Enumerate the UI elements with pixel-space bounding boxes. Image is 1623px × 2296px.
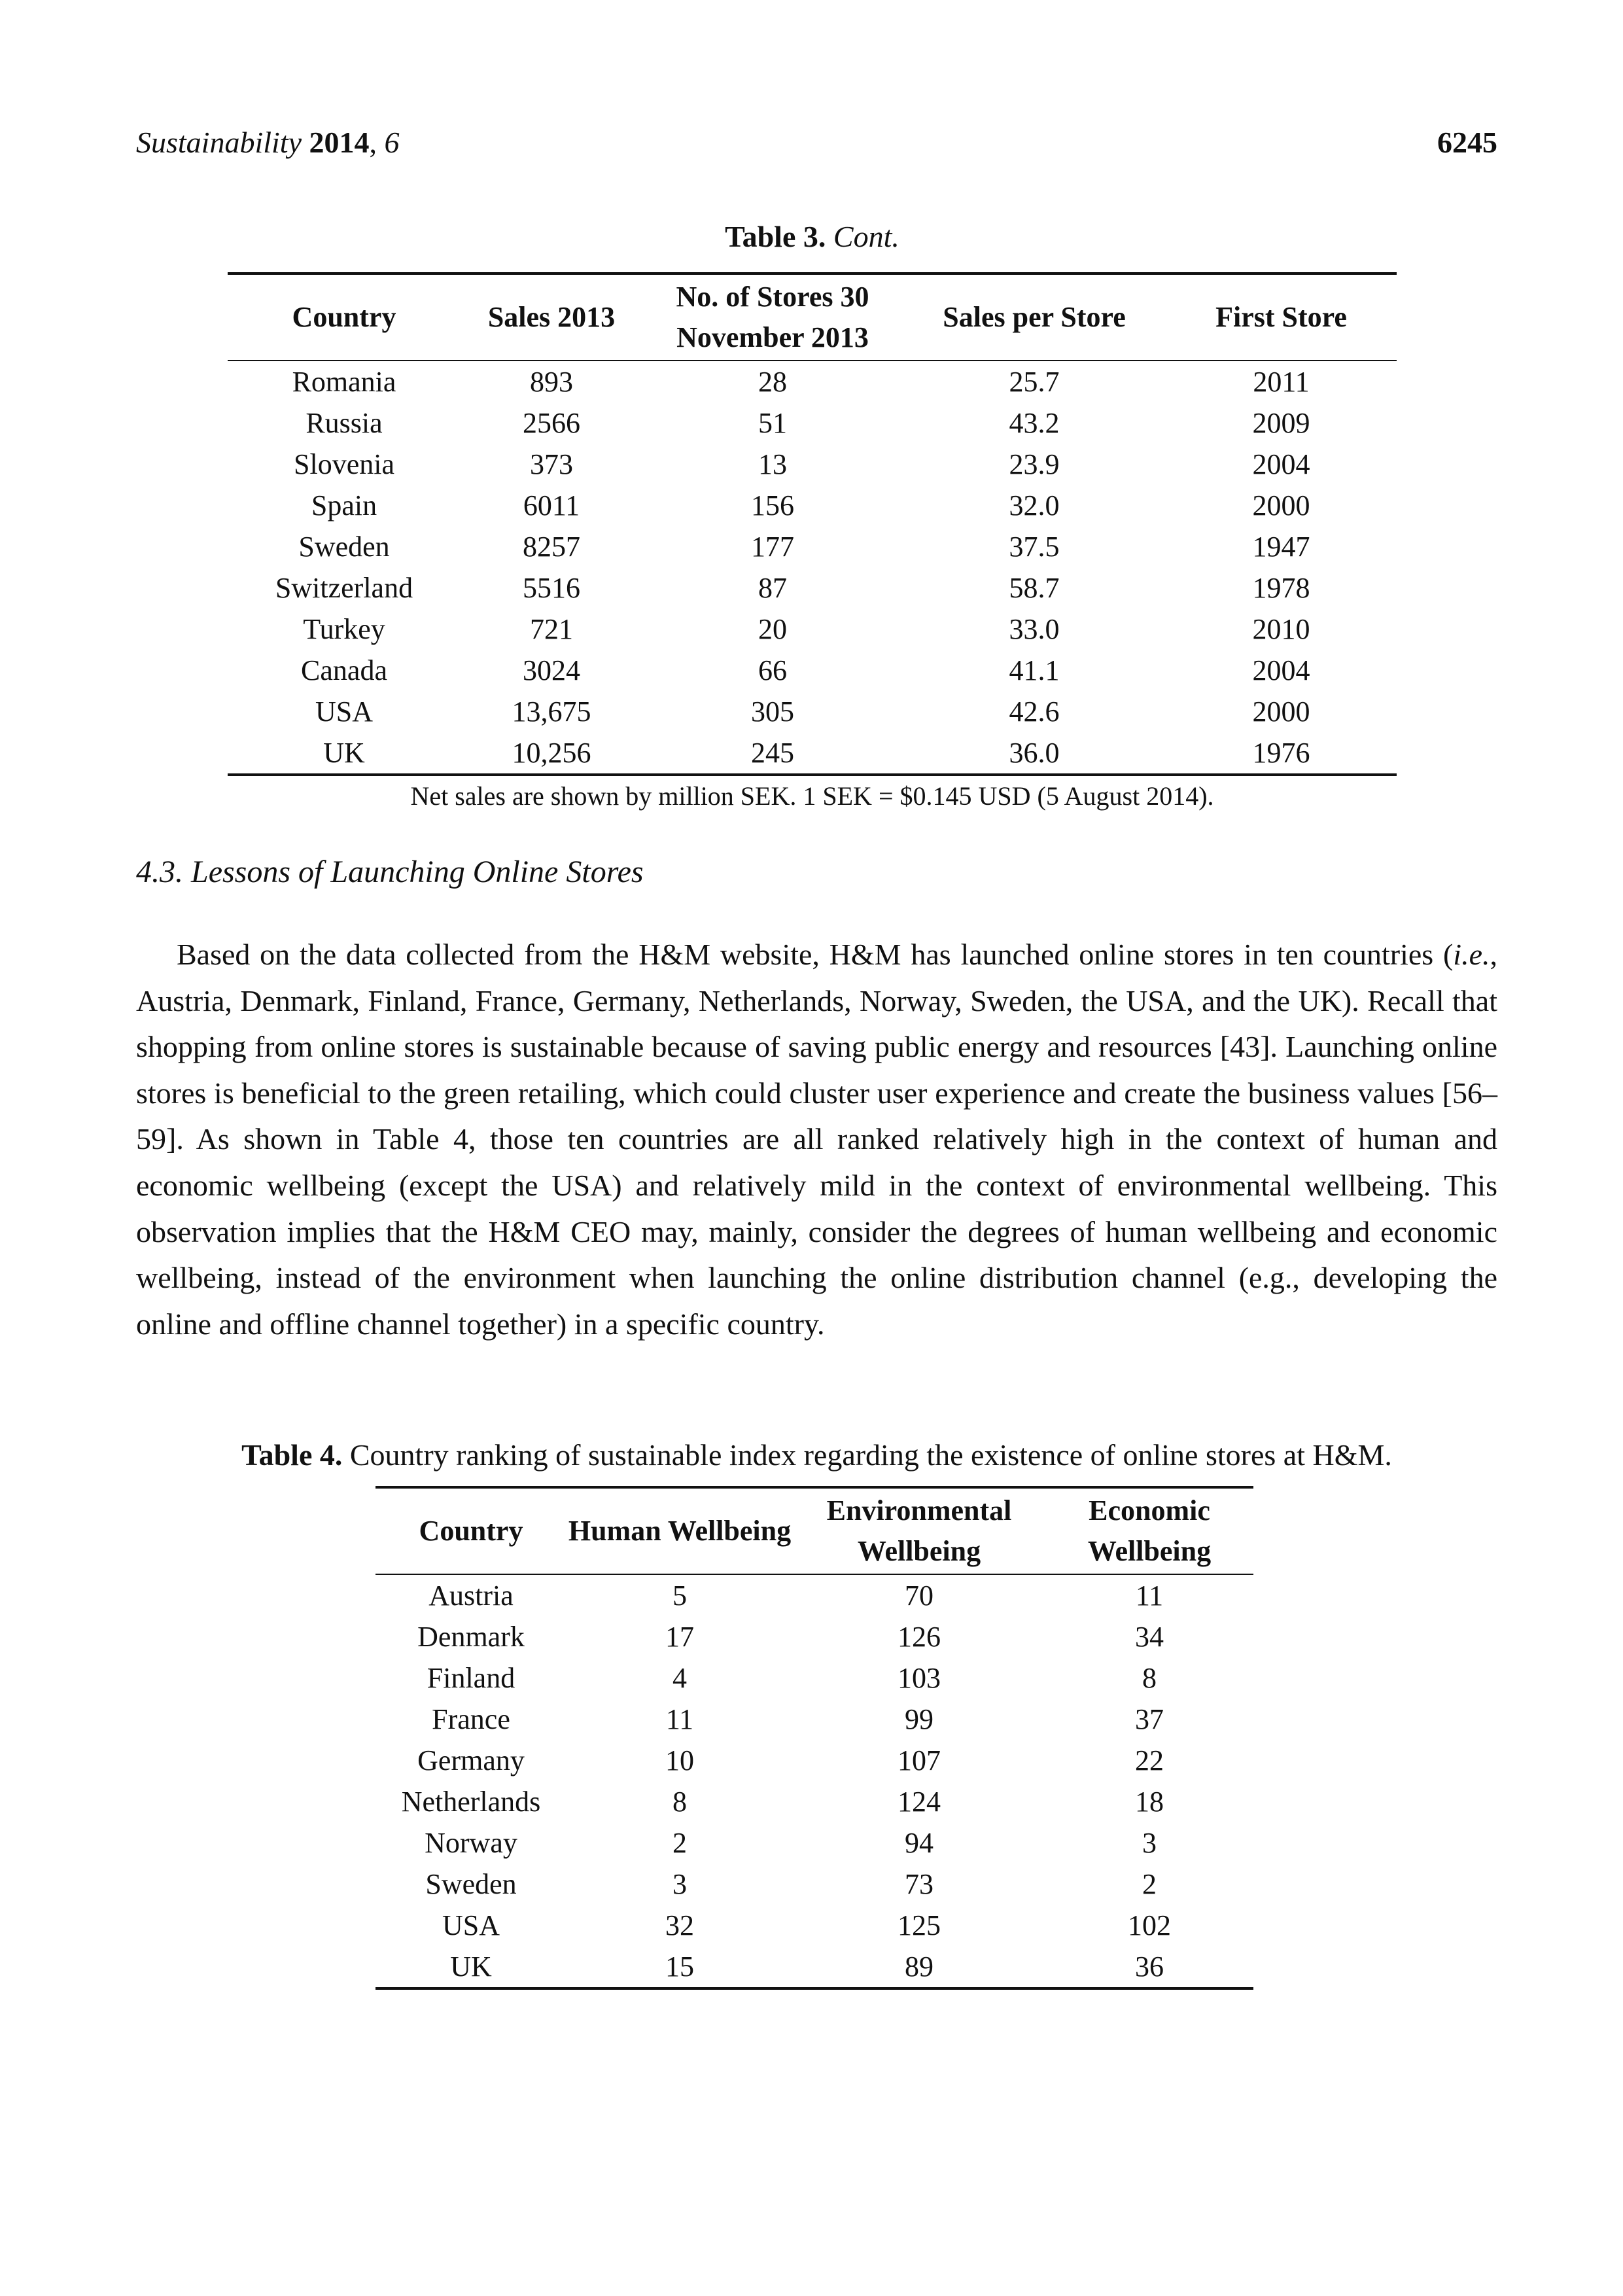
value-cell: 23.9 <box>1009 448 1060 480</box>
table4-caption <box>136 1436 1497 1475</box>
table4-header-cell: Economic Wellbeing <box>1045 1487 1253 1574</box>
value-cell: 124 <box>898 1786 941 1818</box>
value-cell: 2 <box>672 1827 687 1859</box>
value-cell: 2009 <box>1252 407 1310 439</box>
table3-caption-text: Cont. <box>833 220 899 253</box>
value-cell: 11 <box>1135 1580 1164 1612</box>
country-cell: Slovenia <box>294 448 394 480</box>
value-cell: 2004 <box>1252 448 1310 480</box>
table4-header-cell: Environmental Wellbeing <box>793 1487 1045 1574</box>
table3-body <box>228 361 1397 775</box>
value-cell: 66 <box>758 654 787 686</box>
value-cell: 37 <box>1135 1703 1164 1735</box>
table3-header-cell: First Store <box>1166 274 1397 361</box>
country-cell: Switzerland <box>275 572 413 604</box>
value-cell: 2566 <box>523 407 580 439</box>
country-cell: UK <box>375 1946 567 1988</box>
table3-caption <box>228 217 1397 256</box>
paragraph-text-part2: , Austria, Denmark, Finland, France, Germany, Netherlands, Norway, Sweden, the USA, and the UK). Recall that shopping from online stores is sustainable because of saving public energy and resources [43]. Launching online stores is beneficial to the green retailing, which could cluster user experience and create the business values [56–59]. As shown in Table 4, those ten countries are all ranked relatively high in the context of human and economic wellbeing (except the USA) and relatively mild in the context of environmental wellbeing. This observation implies that the H&M CEO may, mainly, consider the degrees of human wellbeing and economic wellbeing, instead of the environment when launching the online distribution channel (e.g., developing the online and offline channel together) in a specific country. <box>136 938 1497 1341</box>
table3-header-cell: Country <box>228 274 461 361</box>
table-row <box>228 732 1397 775</box>
value-cell: 28 <box>758 366 787 398</box>
table-row <box>375 1905 1253 1946</box>
value-cell: 721 <box>530 613 573 645</box>
value-cell: 2010 <box>1252 613 1310 645</box>
country-cell: Austria <box>428 1580 514 1612</box>
running-header <box>136 123 1497 162</box>
value-cell: 893 <box>530 366 573 398</box>
table-row <box>375 1699 1253 1740</box>
country-cell: Finland <box>427 1662 515 1694</box>
journal-name: Sustainability <box>136 126 302 159</box>
value-cell: 102 <box>1128 1909 1171 1941</box>
country-cell: Germany <box>417 1744 525 1776</box>
value-cell: 373 <box>530 448 573 480</box>
table3-header-cell: No. of Stores 30 November 2013 <box>642 274 903 361</box>
value-cell: 11 <box>665 1703 694 1735</box>
value-cell: 1976 <box>1166 732 1397 775</box>
value-cell: 2000 <box>1252 489 1310 521</box>
value-cell: 15 <box>567 1946 793 1988</box>
value-cell: 3 <box>672 1868 687 1900</box>
value-cell: 125 <box>898 1909 941 1941</box>
table-row <box>228 361 1397 402</box>
table3-header-cell: Sales per Store <box>903 274 1166 361</box>
value-cell: 2004 <box>1252 654 1310 686</box>
country-cell: Romania <box>292 366 396 398</box>
table-row <box>228 402 1397 444</box>
country-cell: France <box>432 1703 510 1735</box>
table-row <box>375 1863 1253 1905</box>
value-cell: 32 <box>665 1909 694 1941</box>
value-cell: 17 <box>665 1621 694 1653</box>
section-heading: 4.3. Lessons of Launching Online Stores <box>136 855 644 889</box>
table-row <box>375 1946 1253 1988</box>
table-row <box>228 444 1397 485</box>
value-cell: 20 <box>758 613 787 645</box>
value-cell: 8 <box>1142 1662 1157 1694</box>
table3-label: Table 3. <box>725 220 826 253</box>
value-cell: 58.7 <box>1009 572 1060 604</box>
value-cell: 36.0 <box>903 732 1166 775</box>
value-cell: 42.6 <box>1009 696 1060 728</box>
table3-header-cell: Sales 2013 <box>461 274 642 361</box>
value-cell: 4 <box>672 1662 687 1694</box>
country-cell: Canada <box>301 654 387 686</box>
header-separator: , <box>369 126 385 159</box>
value-cell: 89 <box>793 1946 1045 1988</box>
value-cell: 6011 <box>523 489 580 521</box>
value-cell: 156 <box>751 489 794 521</box>
value-cell: 18 <box>1135 1786 1164 1818</box>
value-cell: 245 <box>642 732 903 775</box>
table-row <box>228 526 1397 567</box>
value-cell: 10 <box>665 1744 694 1776</box>
table-row <box>228 567 1397 609</box>
value-cell: 25.7 <box>1009 366 1060 398</box>
value-cell: 2 <box>1142 1868 1157 1900</box>
table4-header-cell: Human Wellbeing <box>567 1487 793 1574</box>
table-row <box>375 1740 1253 1781</box>
value-cell: 5516 <box>523 572 580 604</box>
journal-year: 2014 <box>309 126 370 159</box>
value-cell: 94 <box>905 1827 934 1859</box>
paragraph-text-ie: i.e. <box>1453 938 1490 971</box>
country-cell: Netherlands <box>401 1786 541 1818</box>
value-cell: 1978 <box>1252 572 1310 604</box>
journal-volume: 6 <box>384 126 400 159</box>
table-row <box>375 1574 1253 1616</box>
country-cell: Spain <box>311 489 377 521</box>
country-cell: Russia <box>305 407 383 439</box>
table-row <box>228 650 1397 691</box>
table-row <box>375 1781 1253 1822</box>
table-row <box>228 609 1397 650</box>
table4-label: Table 4. <box>241 1438 343 1472</box>
value-cell: 34 <box>1135 1621 1164 1653</box>
page-number: 6245 <box>1437 126 1497 159</box>
value-cell: 1947 <box>1252 531 1310 563</box>
value-cell: 36 <box>1045 1946 1253 1988</box>
value-cell: 51 <box>758 407 787 439</box>
country-cell: USA <box>442 1909 500 1941</box>
value-cell: 33.0 <box>1009 613 1060 645</box>
value-cell: 73 <box>905 1868 934 1900</box>
value-cell: 41.1 <box>1009 654 1060 686</box>
table-row <box>375 1616 1253 1657</box>
value-cell: 13 <box>758 448 787 480</box>
table-row <box>228 485 1397 526</box>
value-cell: 37.5 <box>1009 531 1060 563</box>
value-cell: 126 <box>898 1621 941 1653</box>
value-cell: 10,256 <box>461 732 642 775</box>
table-row <box>375 1657 1253 1699</box>
table3-note: Net sales are shown by million SEK. 1 SEK = $0.145 USD (5 August 2014). <box>410 781 1214 811</box>
table4-caption-text: Country ranking of sustainable index regarding the existence of online stores at H&M. <box>349 1438 1392 1472</box>
value-cell: 8257 <box>523 531 580 563</box>
country-cell: Denmark <box>417 1621 525 1653</box>
value-cell: 43.2 <box>1009 407 1060 439</box>
value-cell: 103 <box>898 1662 941 1694</box>
body-paragraph <box>136 932 1497 1347</box>
country-cell: Turkey <box>303 613 385 645</box>
value-cell: 22 <box>1135 1744 1164 1776</box>
value-cell: 13,675 <box>512 696 591 728</box>
country-cell: Norway <box>425 1827 517 1859</box>
value-cell: 3024 <box>523 654 580 686</box>
value-cell: 2000 <box>1252 696 1310 728</box>
value-cell: 305 <box>751 696 794 728</box>
table3-header-row <box>228 274 1397 361</box>
country-cell: USA <box>315 696 374 728</box>
value-cell: 87 <box>758 572 787 604</box>
value-cell: 70 <box>905 1580 934 1612</box>
value-cell: 99 <box>905 1703 934 1735</box>
table-row <box>375 1822 1253 1863</box>
value-cell: 107 <box>898 1744 941 1776</box>
table4-header-cell: Country <box>375 1487 567 1574</box>
table4-body <box>375 1574 1253 1988</box>
paragraph-text-part1: Based on the data collected from the H&M website, H&M has launched online stores in ten countries ( <box>177 938 1454 971</box>
country-cell: Sweden <box>425 1868 517 1900</box>
value-cell: 3 <box>1142 1827 1157 1859</box>
table4-header-row <box>375 1487 1253 1574</box>
table3 <box>228 272 1397 776</box>
value-cell: 2011 <box>1253 366 1310 398</box>
value-cell: 5 <box>672 1580 687 1612</box>
value-cell: 8 <box>672 1786 687 1818</box>
value-cell: 32.0 <box>1009 489 1060 521</box>
value-cell: 177 <box>751 531 794 563</box>
table-row <box>228 691 1397 732</box>
country-cell: Sweden <box>298 531 390 563</box>
table4 <box>375 1486 1253 1990</box>
country-cell: UK <box>228 732 461 775</box>
